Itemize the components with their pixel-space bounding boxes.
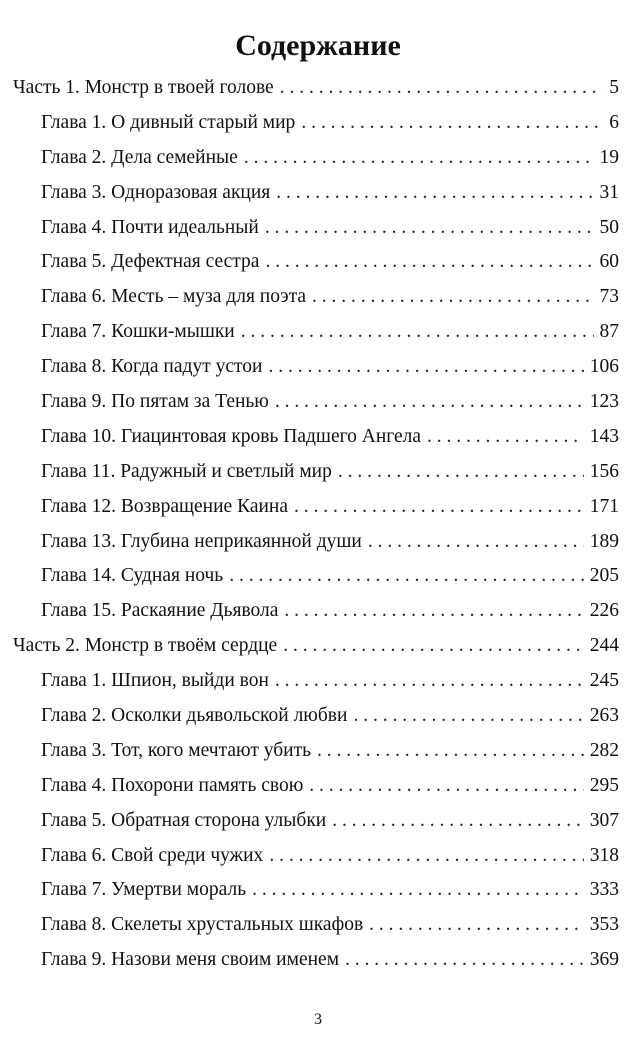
toc-chapter-entry[interactable] [13,108,619,143]
toc-entry-label: Глава 1. О дивный старый мир [41,111,296,133]
toc-chapter-entry[interactable] [13,213,619,248]
toc-entry-label: Глава 13. Глубина неприкаянной души [41,530,362,552]
toc-chapter-entry[interactable] [13,247,619,282]
toc-entry-label: Глава 14. Судная ночь [41,565,224,587]
toc-entry-page-number: 106 [589,356,619,378]
toc-entry-page-number: 244 [589,635,619,657]
dot-leader [280,73,604,103]
toc-entry-page-number: 263 [589,705,619,727]
dot-leader [301,108,603,138]
toc-entry-label: Часть 1. Монстр в твоей голове [13,77,274,98]
toc-part-entry[interactable] [13,73,619,108]
dot-leader [275,666,584,696]
toc-chapter-entry[interactable] [13,841,619,876]
toc-chapter-entry[interactable] [13,910,619,945]
toc-entry-label: Глава 2. Дела семейные [41,146,238,168]
folio-page-number: 3 [314,1011,322,1028]
toc-entry-label: Глава 6. Свой среди чужих [41,844,264,866]
dot-leader [284,596,583,626]
toc-chapter-entry[interactable] [13,736,619,771]
toc-chapter-entry[interactable] [13,387,619,422]
toc-entry-label: Глава 4. Похорони память свою [41,774,304,796]
dot-leader [332,806,584,836]
toc-entry-page-number: 73 [599,286,619,308]
toc-chapter-entry[interactable] [13,352,619,387]
toc-chapter-entry[interactable] [13,806,619,841]
toc-entry-label: Глава 5. Дефектная сестра [41,251,260,273]
toc-chapter-entry[interactable] [13,143,619,178]
toc-part-entry[interactable] [13,631,619,666]
toc-entry-label: Глава 8. Когда падут устои [41,356,263,378]
toc-entry-label: Глава 15. Раскаяние Дьявола [41,600,279,622]
toc-chapter-entry[interactable] [13,178,619,213]
dot-leader [345,945,584,975]
toc-entry-label: Глава 9. По пятам за Тенью [41,391,269,413]
toc-chapter-entry[interactable] [13,282,619,317]
toc-chapter-entry[interactable] [13,317,619,352]
toc-entry-label: Часть 2. Монстр в твоём сердце [13,635,278,657]
dot-leader [309,771,583,801]
dot-leader [252,875,584,905]
table-of-contents [13,73,619,980]
dot-leader [275,387,584,417]
toc-chapter-entry[interactable] [13,701,619,736]
toc-chapter-entry[interactable] [13,596,619,631]
toc-entry-label: Глава 9. Назови меня своим именем [41,949,340,971]
toc-entry-label: Глава 5. Обратная сторона улыбки [41,809,327,831]
toc-entry-page-number: 353 [589,914,619,936]
dot-leader [317,736,584,766]
toc-entry-page-number: 369 [589,949,619,971]
toc-entry-page-number: 205 [589,565,619,587]
dot-leader [241,317,594,347]
toc-entry-page-number: 31 [599,181,619,203]
toc-entry-label: Глава 1. Шпион, выйди вон [41,670,269,692]
dot-leader [283,631,584,661]
toc-chapter-entry[interactable] [13,666,619,701]
toc-entry-label: Глава 4. Почти идеальный [41,216,259,238]
toc-entry-page-number: 318 [589,844,619,866]
toc-entry-label: Глава 3. Одноразовая акция [41,181,271,203]
dot-leader [294,492,584,522]
toc-entry-page-number: 60 [599,251,619,273]
toc-entry-label: Глава 7. Умертви мораль [41,879,247,901]
toc-chapter-entry[interactable] [13,875,619,910]
dot-leader [229,561,584,591]
toc-chapter-entry[interactable] [13,561,619,596]
dot-leader [244,143,594,173]
toc-entry-page-number: 143 [589,425,619,447]
toc-entry-page-number: 282 [589,739,619,761]
toc-entry-page-number: 123 [589,391,619,413]
dot-leader [269,841,583,871]
toc-entry-page-number: 19 [599,146,619,168]
toc-entry-label: Глава 2. Осколки дьявольской любви [41,705,348,727]
dot-leader [268,352,583,382]
toc-entry-page-number: 156 [589,460,619,482]
dot-leader [265,247,593,277]
toc-entry-page-number: 87 [599,321,619,343]
toc-chapter-entry[interactable] [13,492,619,527]
toc-entry-label: Глава 11. Радужный и светлый мир [41,460,332,482]
dot-leader [338,457,584,487]
toc-entry-label: Глава 7. Кошки-мышки [41,321,235,343]
toc-entry-page-number: 189 [589,530,619,552]
toc-chapter-entry[interactable] [13,945,619,980]
toc-chapter-entry[interactable] [13,527,619,562]
toc-chapter-entry[interactable] [13,457,619,492]
dot-leader [353,701,583,731]
toc-entry-page-number: 333 [589,879,619,901]
toc-entry-label: Глава 3. Тот, кого мечтают убить [41,739,311,761]
toc-entry-page-number: 295 [589,774,619,796]
toc-chapter-entry[interactable] [13,771,619,806]
toc-entry-page-number: 226 [589,600,619,622]
dot-leader [312,282,594,312]
toc-entry-page-number: 50 [599,216,619,238]
dot-leader [369,910,584,940]
toc-entry-label: Глава 12. Возвращение Каина [41,495,288,517]
toc-entry-page-number: 245 [589,670,619,692]
toc-entry-label: Глава 10. Гиацинтовая кровь Падшего Ангела [41,425,422,447]
toc-entry-page-number: 307 [589,809,619,831]
toc-entry-label: Глава 6. Месть – муза для поэта [41,286,306,308]
toc-entry-page-number: 6 [609,111,619,133]
dot-leader [368,527,584,557]
dot-leader [276,178,593,208]
toc-entry-page-number: 5 [609,77,619,98]
page-title: Содержание [235,29,401,63]
dot-leader [427,422,584,452]
toc-chapter-entry[interactable] [13,422,619,457]
toc-entry-page-number: 171 [589,495,619,517]
dot-leader [265,213,594,243]
toc-entry-label: Глава 8. Скелеты хрустальных шкафов [41,914,364,936]
